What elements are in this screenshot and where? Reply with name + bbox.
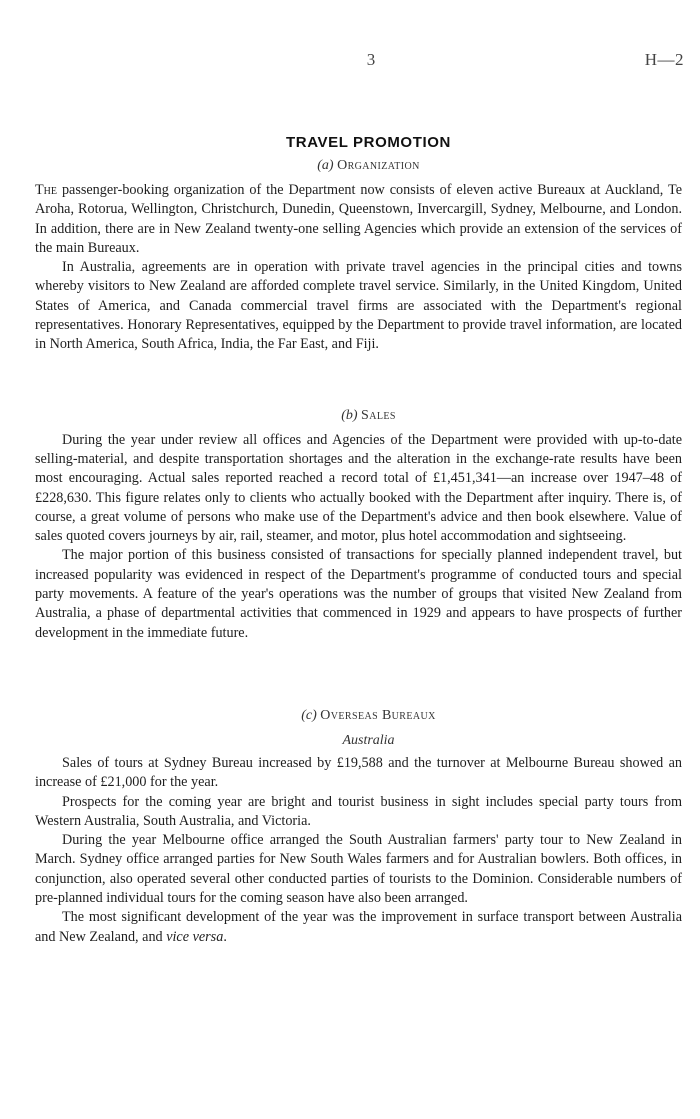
paragraph: In Australia, agreements are in operation with private travel agencies in the principal cities and towns whereby visitors to New Zealand are afforded complete travel service. Similarly, in the United Kingdom, United States of America, and Canada commercial travel firms are associated with the Department's regional representatives. Honorary Representatives, equipped by the Department to provide travel information, are located in North America, South Africa, India, the Far East, and Fiji.	[35, 259, 682, 353]
section-overseas-bureaux	[35, 704, 682, 947]
paragraph: Sales of tours at Sydney Bureau increased by £19,588 and the turnover at Melbourne Bureau showed an increase of £21,000 for the year.	[35, 754, 682, 791]
section-heading-overseas	[35, 704, 682, 728]
paragraph	[35, 181, 682, 258]
section-label: (b)	[341, 407, 358, 423]
paragraph-text: The most significant development of the year was the improvement in surface transport between Australia and New Zealand, and	[35, 909, 682, 945]
page-content	[35, 132, 682, 947]
paragraph-lead: The	[35, 182, 57, 198]
paragraph: The major portion of this business consisted of transactions for specially planned independent travel, but increased popularity was evidenced in respect of the Department's programme of conducted tours and special party movements. A feature of the year's operations was the number of groups that visited New Zealand from Australia, a phase of departmental activities that commenced in 1929 and appears to have prospects of further development in the immediate future.	[35, 547, 682, 641]
section-title: Sales	[361, 407, 396, 423]
section-title: Overseas Bureaux	[320, 707, 436, 723]
section-label: (a)	[317, 158, 334, 173]
paragraph-end: .	[223, 928, 227, 945]
subsection-heading-australia: Australia	[342, 732, 395, 748]
section-label: (c)	[301, 707, 317, 723]
section-organization	[35, 154, 682, 355]
section-heading-sales	[35, 404, 682, 428]
section-title: Organization	[337, 158, 420, 173]
paragraph-text: passenger-booking organization of the Department now consists of eleven active Bureaux at Auckland, Te Aroha, Rotorua, Wellington, Christchurch, Dunedin, Queenstown, Invercargill, Sydney, Melbourne, and London. In addition, there are in New Zealand twenty-one selling Agencies which provide an extension of the services of the main Bureaux.	[35, 182, 682, 256]
page-title: TRAVEL PROMOTION	[286, 134, 451, 151]
paragraph: During the year Melbourne office arranged the South Australian farmers' party tour to New Zealand in March. Sydney office arranged parties for New South Wales farmers and for Australian bowlers. Both offices, in conjunction, also operated several other conducted parties of tourists to the Dominion. Considerable numbers of pre-planned individual tours for the coming season have also been arranged.	[35, 832, 682, 907]
section-sales	[35, 404, 682, 643]
section-heading-organization	[35, 154, 682, 178]
paragraph: Prospects for the coming year are bright and tourist business in sight includes special party tours from Western Australia, South Australia, and Victoria.	[35, 793, 682, 829]
paragraph-italic: vice versa	[166, 928, 224, 945]
paragraph: During the year under review all offices and Agencies of the Department were provided with up-to-date selling-material, and despite transportation shortages and the alteration in the exchange-rate results have been most encouraging. Actual sales reported reached a record total of £1,451,341—an increase over 1947–48 of £228,630. This figure relates only to clients who actually booked with the Department after inquiry. There is, of course, a great volume of persons who make use of the Department's advice and then book elsewhere. Value of sales quoted covers journeys by air, rail, steamer, and motor, plus hotel accommodation and sightseeing.	[35, 431, 682, 545]
page-number: 3	[366, 50, 376, 69]
paragraph	[35, 908, 682, 947]
document-reference: H—2	[644, 50, 684, 69]
